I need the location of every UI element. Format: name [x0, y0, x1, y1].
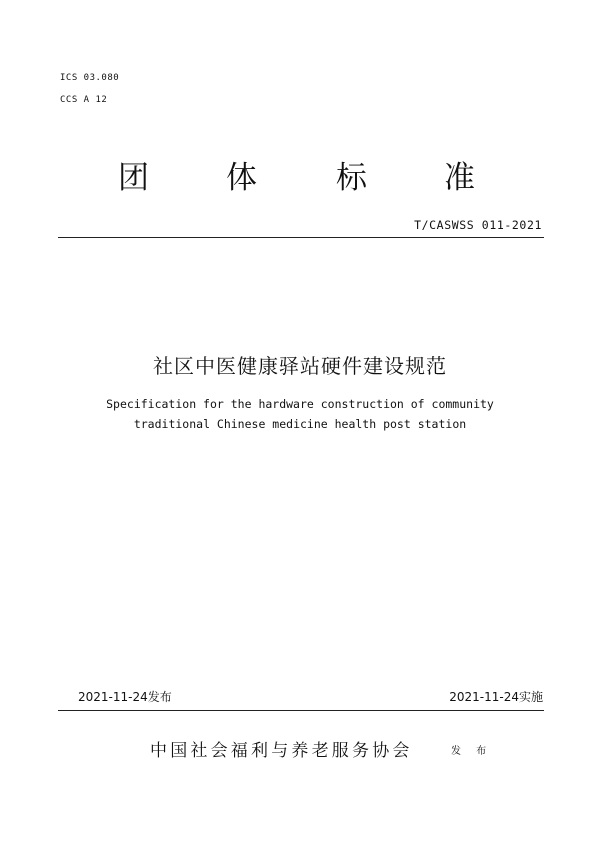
standard-number: T/CASWSS 011-2021	[414, 218, 542, 232]
implement-date: 2021-11-24实施	[449, 690, 543, 704]
ics-code: ICS 03.080	[60, 73, 120, 83]
publish-date: 2021-11-24发布	[78, 690, 172, 704]
top-divider	[58, 237, 544, 238]
standard-type-char-4: 准	[444, 160, 475, 196]
standard-type-heading	[0, 156, 600, 206]
standard-type-char-1: 团	[118, 160, 149, 196]
bottom-divider	[58, 710, 544, 711]
standard-type-char-2: 体	[226, 160, 257, 196]
title-chinese: 社区中医健康驿站硬件建设规范	[153, 354, 447, 378]
title-english-line-2: traditional Chinese medicine health post station	[133, 417, 467, 431]
standard-type-char-3: 标	[336, 160, 367, 196]
ccs-code: CCS A 12	[60, 95, 108, 105]
title-english-line-1: Specification for the hardware construction of community	[106, 397, 494, 411]
issuer-action: 发 布	[451, 746, 493, 757]
issuer-name: 中国社会福利与养老服务协会	[150, 741, 413, 761]
